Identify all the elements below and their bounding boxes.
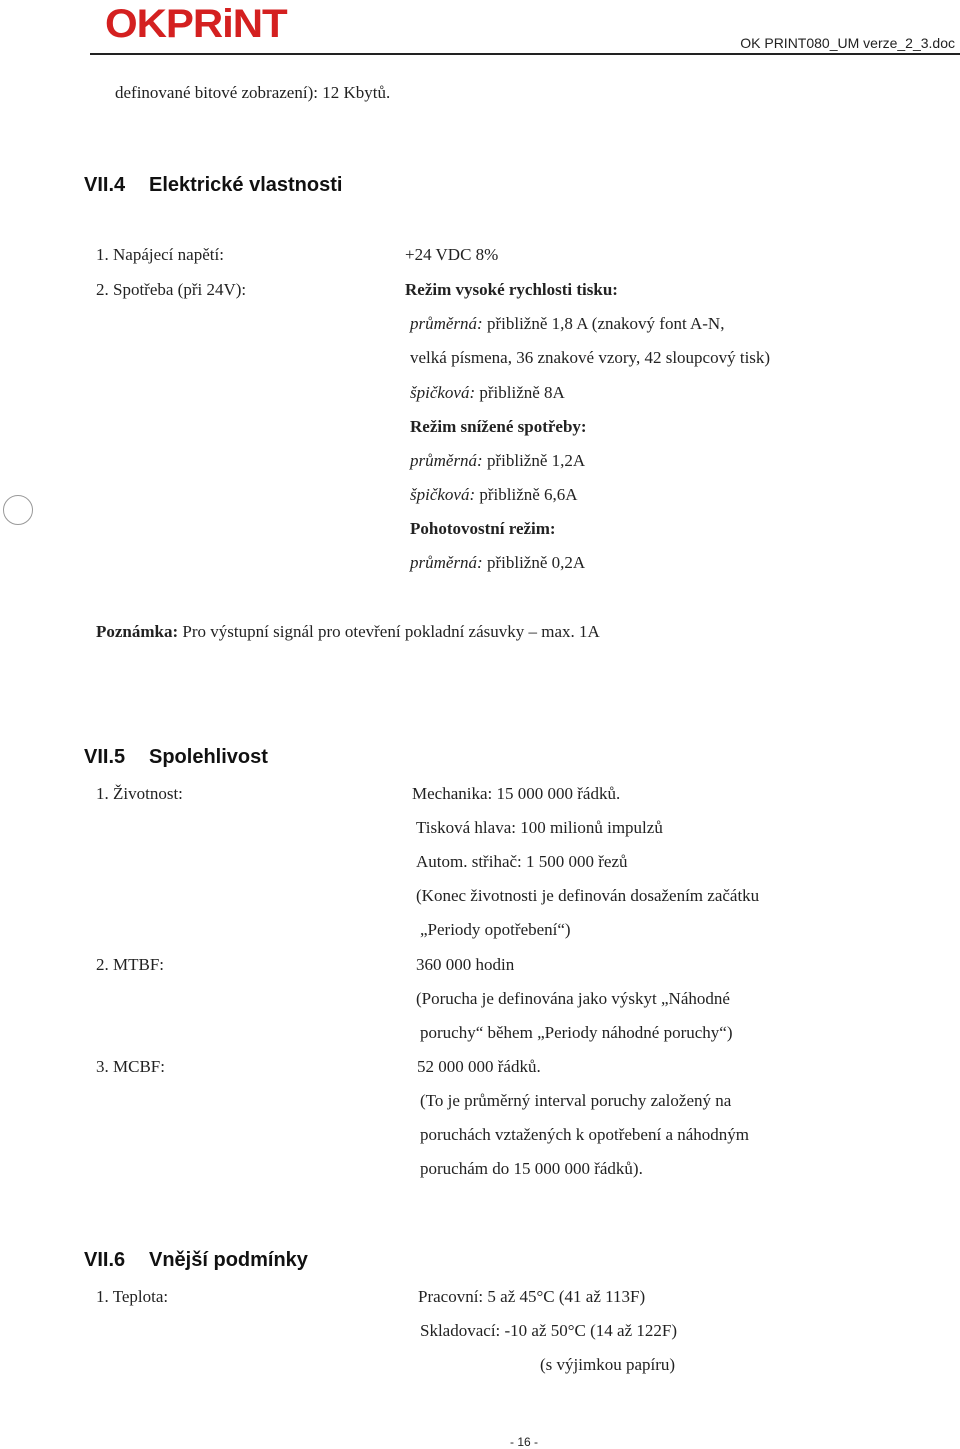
avg-low-line: [410, 452, 585, 469]
lifetime-line: Tisková hlava: 100 milionů impulzů: [416, 818, 663, 837]
peak-high-value: přibližně 8A: [479, 383, 565, 402]
mtbf-line: (Porucha je definována jako výskyt „Náhodné: [416, 989, 730, 1008]
avg-standby-line: [410, 554, 585, 571]
power-supply-label: 1. Napájecí napětí:: [96, 245, 224, 264]
consumption-label: 2. Spotřeba (při 24V):: [96, 280, 247, 299]
mode-low-power: Režim snížené spotřeby:: [410, 417, 587, 436]
peak-label: špičková:: [410, 485, 476, 504]
mtbf-line: 360 000 hodin: [416, 955, 515, 974]
section-5-number: VII.5: [84, 746, 126, 768]
section-4-number: VII.4: [84, 174, 126, 196]
mcbf-line: poruchám do 15 000 000 řádků).: [420, 1159, 643, 1178]
avg-high-value: přibližně 1,8 A (znakový font A-N,: [486, 314, 725, 333]
lifetime-label: 1. Životnost:: [96, 784, 183, 803]
mcbf-line: 52 000 000 řádků.: [417, 1057, 541, 1076]
document-filename: OK PRINT080_UM verze_2_3.doc: [740, 35, 955, 51]
note-text: Pro výstupní signál pro otevření pokladní zásuvky – max. 1A: [182, 622, 600, 641]
section-4-title: Elektrické vlastnosti: [149, 174, 343, 196]
lifetime-line: (Konec životnosti je definován dosažením začátku: [416, 886, 760, 905]
header-divider: [90, 53, 960, 55]
note-label: Poznámka:: [96, 622, 179, 641]
section-5-title: Spolehlivost: [149, 746, 268, 768]
mcbf-line: poruchách vztažených k opotřebení a náhodným: [420, 1125, 750, 1144]
mcbf-label: 3. MCBF:: [96, 1057, 165, 1076]
avg-label: průměrná:: [410, 451, 483, 470]
peak-high-line: [410, 384, 565, 401]
peak-label: špičková:: [410, 383, 476, 402]
mode-high-speed: Režim vysoké rychlosti tisku:: [405, 280, 618, 299]
mtbf-line: poruchy“ během „Periody náhodné poruchy“): [420, 1023, 733, 1042]
mode-standby: Pohotovostní režim:: [410, 519, 556, 538]
avg-standby-value: přibližně 0,2A: [486, 553, 586, 572]
lifetime-line: „Periody opotřebení“): [420, 920, 571, 939]
temperature-line: Pracovní: 5 až 45°C (41 až 113F): [418, 1287, 646, 1306]
section-6-title: Vnější podmínky: [149, 1249, 308, 1271]
avg-high-line: [410, 315, 724, 332]
avg-label: průměrná:: [410, 314, 483, 333]
peak-low-value: přibližně 6,6A: [479, 485, 578, 504]
okprint-logo: OKPRiNT: [105, 2, 287, 46]
margin-circle-marker: [3, 495, 33, 525]
intro-line: definované bitové zobrazení): 12 Kbytů.: [115, 83, 391, 102]
avg-label: průměrná:: [410, 553, 483, 572]
temperature-line: (s výjimkou papíru): [540, 1355, 676, 1374]
lifetime-line: Mechanika: 15 000 000 řádků.: [412, 784, 621, 803]
section-6-number: VII.6: [84, 1249, 126, 1271]
page-number: - 16 -: [510, 1435, 539, 1449]
power-supply-value: +24 VDC 8%: [405, 245, 499, 264]
peak-low-line: [410, 486, 578, 503]
temperature-label: 1. Teplota:: [96, 1287, 169, 1306]
mtbf-label: 2. MTBF:: [96, 955, 165, 974]
lifetime-line: Autom. střihač: 1 500 000 řezů: [416, 852, 628, 871]
avg-low-value: přibližně 1,2A: [486, 451, 586, 470]
avg-high-cont: velká písmena, 36 znakové vzory, 42 sloupcový tisk): [410, 348, 771, 367]
mcbf-line: (To je průměrný interval poruchy založený na: [420, 1091, 732, 1110]
temperature-line: Skladovací: -10 až 50°C (14 až 122F): [420, 1321, 678, 1340]
note-line: [96, 623, 600, 640]
